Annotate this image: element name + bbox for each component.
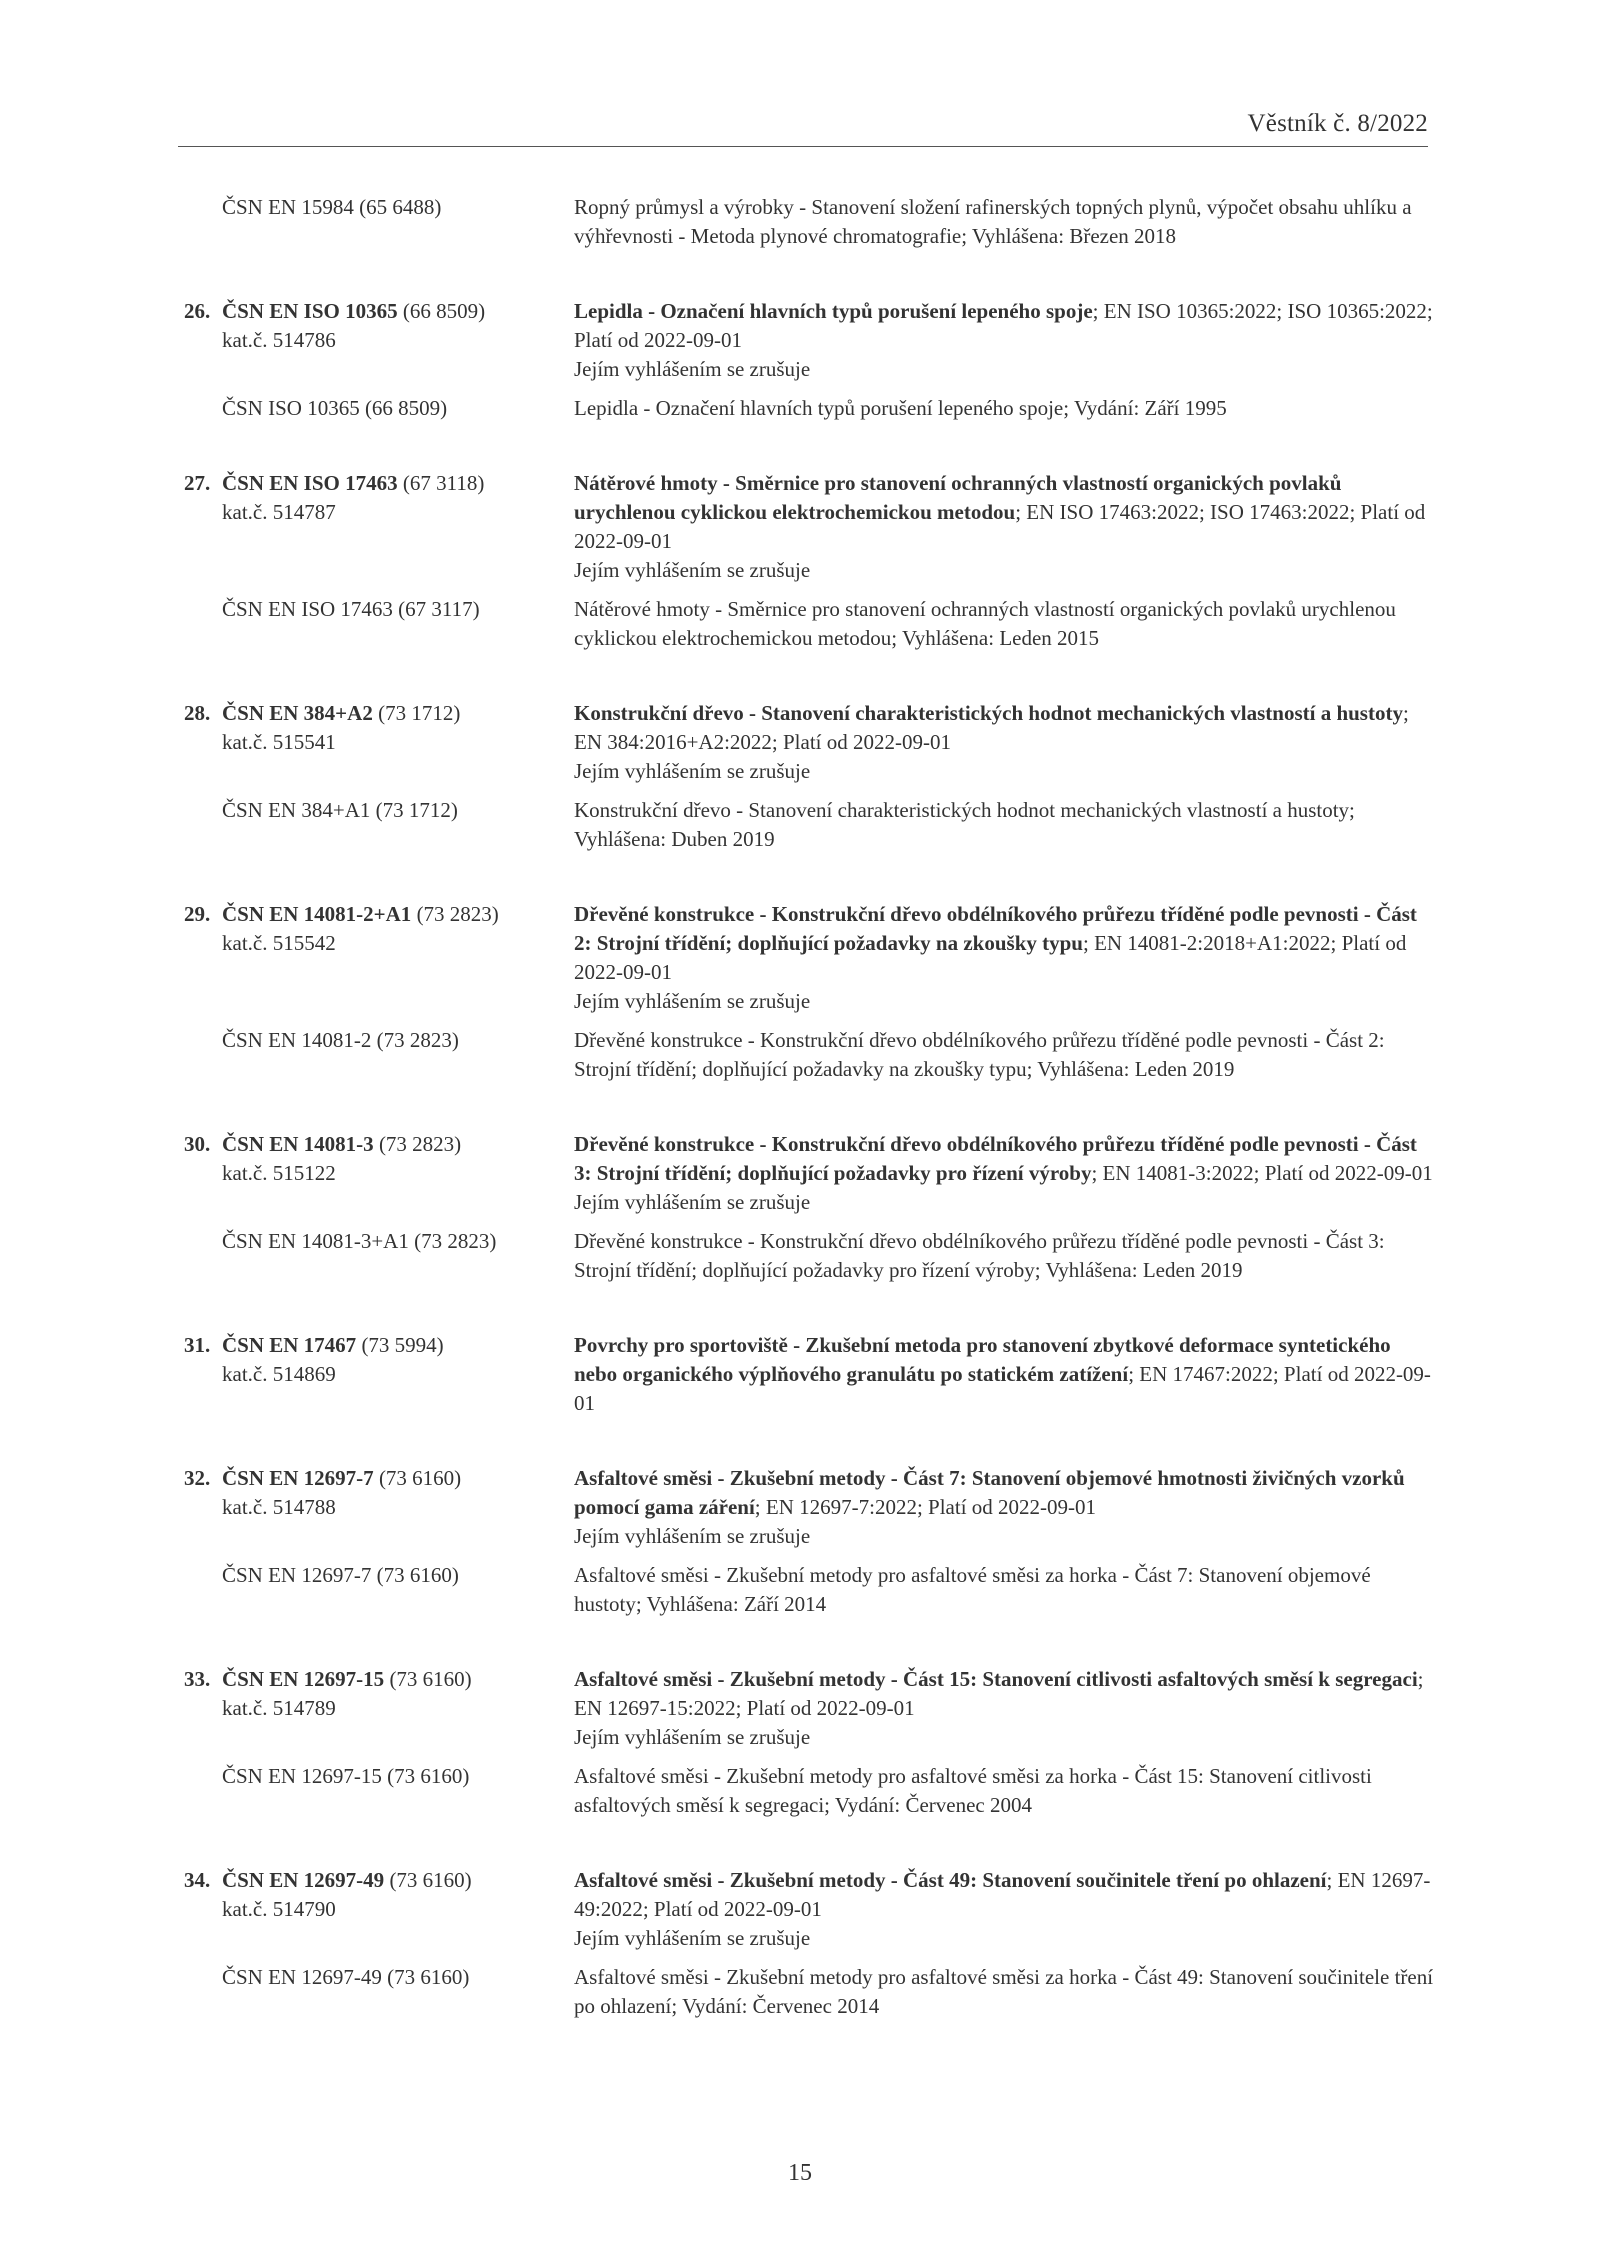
entry-number: 29. <box>184 902 211 926</box>
standard-class: (73 6160) <box>384 1667 472 1691</box>
standard-designation <box>184 1665 574 1752</box>
entry-number: 27. <box>184 471 211 495</box>
cancellation-note: Jejím vyhlášením se zrušuje <box>574 357 811 381</box>
standard-details: ; EN 12697-49:2022; Platí od 2022-09-01 <box>574 1868 1431 1921</box>
catalog-number: kat.č. 514786 <box>222 328 336 352</box>
standard-details: ; EN 384:2016+A2:2022; Platí od 2022-09-01 <box>574 701 1409 754</box>
entry-number: 34. <box>184 1868 211 1892</box>
standard-entry <box>184 469 1434 653</box>
standard-title: Asfaltové směsi - Zkušební metody - Část 49: Stanovení součinitele tření po ohlazení <box>574 1868 1327 1892</box>
standard-designation <box>184 1866 574 1953</box>
entry-number: 28. <box>184 701 211 725</box>
standard-description <box>574 900 1434 1016</box>
standard-code: ČSN EN 384+A2 <box>222 701 373 725</box>
standard-title: Nátěrové hmoty - Směrnice pro stanovení ochranných vlastností organických povlaků urychlenou cyklickou elektrochemickou metodou <box>574 471 1342 524</box>
standard-details: ; EN ISO 17463:2022; ISO 17463:2022; Platí od 2022-09-01 <box>574 500 1426 553</box>
replaced-standard-text: Dřevěné konstrukce - Konstrukční dřevo obdélníkového průřezu tříděné podle pevnosti - Část 2: Strojní třídění; doplňující požadavky na zkoušky typu; Vyhlášena: Leden 2019 <box>574 1028 1385 1081</box>
catalog-number: kat.č. 514869 <box>222 1362 336 1386</box>
cancellation-note: Jejím vyhlášením se zrušuje <box>574 1190 811 1214</box>
standard-details: ; EN 17467:2022; Platí od 2022-09-01 <box>574 1362 1431 1415</box>
replaced-standard-code: ČSN EN 12697-7 (73 6160) <box>222 1563 459 1587</box>
replaced-standard-text: Lepidla - Označení hlavních typů porušení lepeného spoje; Vydání: Září 1995 <box>574 396 1227 420</box>
catalog-number: kat.č. 515541 <box>222 730 336 754</box>
standard-class: (67 3118) <box>397 471 485 495</box>
entry-number: 33. <box>184 1667 211 1691</box>
standard-designation <box>184 1331 574 1418</box>
catalog-number: kat.č. 515542 <box>222 931 336 955</box>
standard-class: (73 6160) <box>384 1868 472 1892</box>
standard-code: ČSN EN 17467 <box>222 1333 357 1357</box>
standard-title: Dřevěné konstrukce - Konstrukční dřevo obdélníkového průřezu tříděné podle pevnosti - Část 2: Strojní třídění; doplňující požadavky na zkoušky typu <box>574 902 1417 955</box>
standard-details: ; EN ISO 10365:2022; ISO 10365:2022; Platí od 2022-09-01 <box>574 299 1433 352</box>
standard-title: Dřevěné konstrukce - Konstrukční dřevo obdélníkového průřezu tříděné podle pevnosti - Část 3: Strojní třídění; doplňující požadavky pro řízení výroby <box>574 1132 1417 1185</box>
replaced-standard-continued <box>184 193 1434 251</box>
standard-details: ; EN 14081-2:2018+A1:2022; Platí od 2022-09-01 <box>574 931 1407 984</box>
catalog-number: kat.č. 514790 <box>222 1897 336 1921</box>
cancellation-note: Jejím vyhlášením se zrušuje <box>574 1524 811 1548</box>
standard-details: ; EN 12697-7:2022; Platí od 2022-09-01 <box>754 1495 1097 1519</box>
standard-title: Asfaltové směsi - Zkušební metody - Část 15: Stanovení citlivosti asfaltových směsí k segregaci <box>574 1667 1418 1691</box>
standard-class: (73 6160) <box>373 1466 462 1490</box>
standard-entry <box>184 297 1434 423</box>
standard-description <box>574 1464 1434 1551</box>
standard-class: (66 8509) <box>397 299 486 323</box>
standard-code: ČSN EN 12697-7 <box>222 1466 374 1490</box>
replaced-standard-text: Asfaltové směsi - Zkušební metody pro asfaltové směsi za horka - Část 7: Stanovení objemové hustoty; Vyhlášena: Září 2014 <box>574 1563 1371 1616</box>
replaced-standard-code: ČSN EN 12697-15 (73 6160) <box>222 1764 470 1788</box>
standard-description <box>574 1866 1434 1953</box>
replaced-standard-code: ČSN EN 14081-3+A1 (73 2823) <box>222 1229 497 1253</box>
cancellation-note: Jejím vyhlášením se zrušuje <box>574 989 811 1013</box>
standard-title: Asfaltové směsi - Zkušební metody - Část 7: Stanovení objemové hmotnosti živičných vzorků pomocí gama záření <box>574 1466 1405 1519</box>
catalog-number: kat.č. 514789 <box>222 1696 336 1720</box>
catalog-number: kat.č. 514787 <box>222 500 336 524</box>
standard-code: ČSN EN ISO 17463 <box>222 471 398 495</box>
page-number: 15 <box>788 2160 812 2186</box>
standard-designation <box>184 699 574 786</box>
standard-details: ; EN 14081-3:2022; Platí od 2022-09-01 <box>1091 1161 1433 1185</box>
standard-description <box>574 1331 1434 1418</box>
cancellation-note: Jejím vyhlášením se zrušuje <box>574 1926 811 1950</box>
standard-class: (73 5994) <box>356 1333 444 1357</box>
standard-entry <box>184 1130 1434 1285</box>
standard-title: Povrchy pro sportoviště - Zkušební metoda pro stanovení zbytkové deformace syntetického nebo organického výplňového granulátu po statickém zatížení <box>574 1333 1391 1386</box>
page-header <box>178 108 1428 147</box>
replaced-standard-code: ČSN EN 12697-49 (73 6160) <box>222 1965 470 1989</box>
standards-list <box>184 193 1434 2021</box>
entry-number: 26. <box>184 299 211 323</box>
standard-details: ; EN 12697-15:2022; Platí od 2022-09-01 <box>574 1667 1424 1720</box>
entry-number: 32. <box>184 1466 211 1490</box>
standard-code: ČSN EN 12697-49 <box>222 1868 385 1892</box>
standard-title: Konstrukční dřevo - Stanovení charakteristických hodnot mechanických vlastností a hustoty <box>574 701 1403 725</box>
standard-designation <box>184 1464 574 1551</box>
standard-entry <box>184 900 1434 1084</box>
entry-number: 30. <box>184 1132 211 1156</box>
standard-entry <box>184 1866 1434 2021</box>
replaced-standard-code: ČSN ISO 10365 (66 8509) <box>222 396 448 420</box>
replaced-standard-text: Konstrukční dřevo - Stanovení charakteristických hodnot mechanických vlastností a hustoty; Vyhlášena: Duben 2019 <box>574 798 1355 851</box>
standard-code: ČSN EN ISO 10365 <box>222 299 398 323</box>
entry-number: 31. <box>184 1333 211 1357</box>
cancellation-note: Jejím vyhlášením se zrušuje <box>574 1725 811 1749</box>
standard-code: ČSN EN 14081-3 <box>222 1132 374 1156</box>
replaced-standard-text: Asfaltové směsi - Zkušební metody pro asfaltové směsi za horka - Část 15: Stanovení citlivosti asfaltových směsí k segregaci; Vydání: Červenec 2004 <box>574 1764 1372 1817</box>
cancellation-note: Jejím vyhlášením se zrušuje <box>574 759 811 783</box>
standard-description <box>574 469 1434 585</box>
standard-entry <box>184 699 1434 854</box>
replaced-standard-text: Nátěrové hmoty - Směrnice pro stanovení ochranných vlastností organických povlaků urychlenou cyklickou elektrochemickou metodou; Vyhlášena: Leden 2015 <box>574 597 1396 650</box>
standard-description <box>574 699 1434 786</box>
standard-code: ČSN EN 14081-2+A1 <box>222 902 412 926</box>
standard-entry <box>184 1665 1434 1820</box>
bulletin-title: Věstník č. 8/2022 <box>1247 110 1428 137</box>
catalog-number: kat.č. 514788 <box>222 1495 336 1519</box>
standard-title: Lepidla - Označení hlavních typů porušení lepeného spoje <box>574 299 1093 323</box>
replaced-standard-code: ČSN EN 14081-2 (73 2823) <box>222 1028 459 1052</box>
replaced-standard-text: Dřevěné konstrukce - Konstrukční dřevo obdélníkového průřezu tříděné podle pevnosti - Část 3: Strojní třídění; doplňující požadavky pro řízení výroby; Vyhlášena: Leden 2019 <box>574 1229 1385 1282</box>
replaced-standard-code: ČSN EN 15984 (65 6488) <box>222 195 442 219</box>
replaced-standard-text: Ropný průmysl a výrobky - Stanovení složení rafinerských topných plynů, výpočet obsahu uhlíku a výhřevnosti - Metoda plynové chromatografie; Vyhlášena: Březen 2018 <box>574 195 1412 248</box>
standard-description <box>574 1665 1434 1752</box>
replaced-standard-code: ČSN EN ISO 17463 (67 3117) <box>222 597 480 621</box>
replaced-standard-code: ČSN EN 384+A1 (73 1712) <box>222 798 458 822</box>
catalog-number: kat.č. 515122 <box>222 1161 336 1185</box>
standard-description <box>574 1130 1434 1217</box>
standard-entry <box>184 1331 1434 1418</box>
standard-designation <box>184 297 574 384</box>
standard-designation <box>184 1130 574 1217</box>
standard-code: ČSN EN 12697-15 <box>222 1667 385 1691</box>
cancellation-note: Jejím vyhlášením se zrušuje <box>574 558 811 582</box>
standard-class: (73 2823) <box>373 1132 462 1156</box>
standard-designation <box>184 900 574 1016</box>
replaced-standard-text: Asfaltové směsi - Zkušební metody pro asfaltové směsi za horka - Část 49: Stanovení součinitele tření po ohlazení; Vydání: Červenec 2014 <box>574 1965 1434 2018</box>
standard-designation <box>184 469 574 585</box>
entries-container <box>184 297 1434 2021</box>
standard-entry <box>184 1464 1434 1619</box>
standard-description <box>574 297 1434 384</box>
standard-class: (73 2823) <box>411 902 499 926</box>
standard-class: (73 1712) <box>372 701 461 725</box>
